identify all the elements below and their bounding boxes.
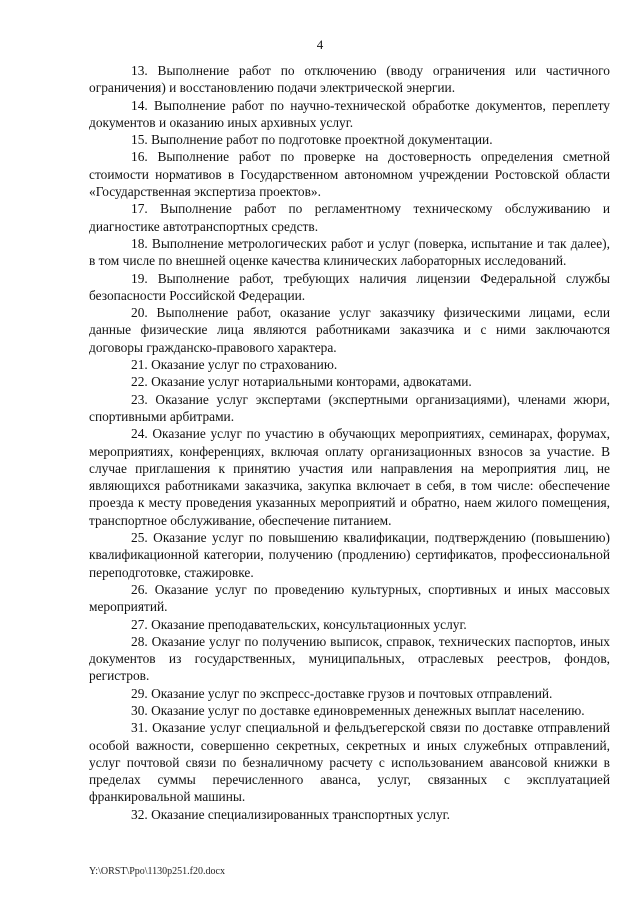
list-item: 25. Оказание услуг по повышению квалификации, подтверждению (повышению) квалификационной категории, получению (продлению) сертификатов, профессиональной переподготовке, стажировке. bbox=[89, 530, 610, 580]
list-item: 30. Оказание услуг по доставке единовременных денежных выплат населению. bbox=[131, 702, 585, 718]
list-item: 22. Оказание услуг нотариальными конторами, адвокатами. bbox=[131, 374, 472, 390]
list-item: 21. Оказание услуг по страхованию. bbox=[131, 357, 338, 373]
list-item: 24. Оказание услуг по участию в обучающих мероприятиях, семинарах, форумах, мероприятиях, конференциях, включая оплату организационных взносов за участие. В случае приглашения к принятию участия или направления на мероприятия лиц, не являющихся работниками заказчика, закупка включает в себя, в том числе: обеспечение проезда к месту проведения указанных мероприятий и обратно, наем жилого помещения, транспортное обслуживание, обеспечение питанием. bbox=[89, 426, 610, 528]
list-item: 20. Выполнение работ, оказание услуг заказчику физическими лицами, если данные физические лица являются работниками заказчика и с ними заключаются договоры гражданско-правового характера. bbox=[89, 305, 610, 355]
list-item: 13. Выполнение работ по отключению (вводу ограничения или частичного ограничения) и восстановлению подачи электрической энергии. bbox=[89, 63, 610, 96]
list-item: 26. Оказание услуг по проведению культурных, спортивных и иных массовых мероприятий. bbox=[89, 581, 610, 615]
list-item: 15. Выполнение работ по подготовке проектной документации. bbox=[131, 132, 493, 148]
list-item: 32. Оказание специализированных транспортных услуг. bbox=[131, 806, 451, 822]
list-item: 17. Выполнение работ по регламентному техническому обслуживанию и диагностике автотранспортных средств. bbox=[89, 201, 610, 234]
list-item: 18. Выполнение метрологических работ и услуг (поверка, испытание и так далее), в том числе по внешней оценке качества клинических лабораторных исследований. bbox=[89, 235, 610, 269]
list-item: 23. Оказание услуг экспертами (экспертными организациями), членами жюри, спортивными арбитрами. bbox=[89, 391, 610, 424]
document-body bbox=[89, 62, 610, 823]
list-item: 14. Выполнение работ по научно-технической обработке документов, переплету документов и оказанию иных архивных услуг. bbox=[89, 97, 610, 130]
page-number: 4 bbox=[316, 37, 324, 52]
file-path-footer: Y:\ORST\Ppo\1130p251.f20.docx bbox=[89, 866, 225, 877]
list-item: 28. Оказание услуг по получению выписок, справок, технических паспортов, иных документов из государственных, муниципальных, отраслевых реестров, фондов, регистров. bbox=[89, 633, 610, 684]
list-item: 19. Выполнение работ, требующих наличия лицензии Федеральной службы безопасности Российской Федерации. bbox=[89, 270, 610, 303]
list-item: 16. Выполнение работ по проверке на достоверность определения сметной стоимости нормативов в Государственном автономном учреждении Ростовской области «Государственная экспертиза проектов». bbox=[89, 149, 610, 200]
list-item: 29. Оказание услуг по экспресс-доставке грузов и почтовых отправлений. bbox=[131, 685, 553, 701]
list-item: 31. Оказание услуг специальной и фельдъегерской связи по доставке отправлений особой важности, совершенно секретных, секретных и иных служебных отправлений, услуг почтовой связи по безналичному расчету с использованием авансовой книжки в пределах суммы перечисленного аванса, услуг, связанных с эксплуатацией франкировальной машины. bbox=[89, 720, 610, 805]
list-item: 27. Оказание преподавательских, консультационных услуг. bbox=[131, 616, 467, 632]
